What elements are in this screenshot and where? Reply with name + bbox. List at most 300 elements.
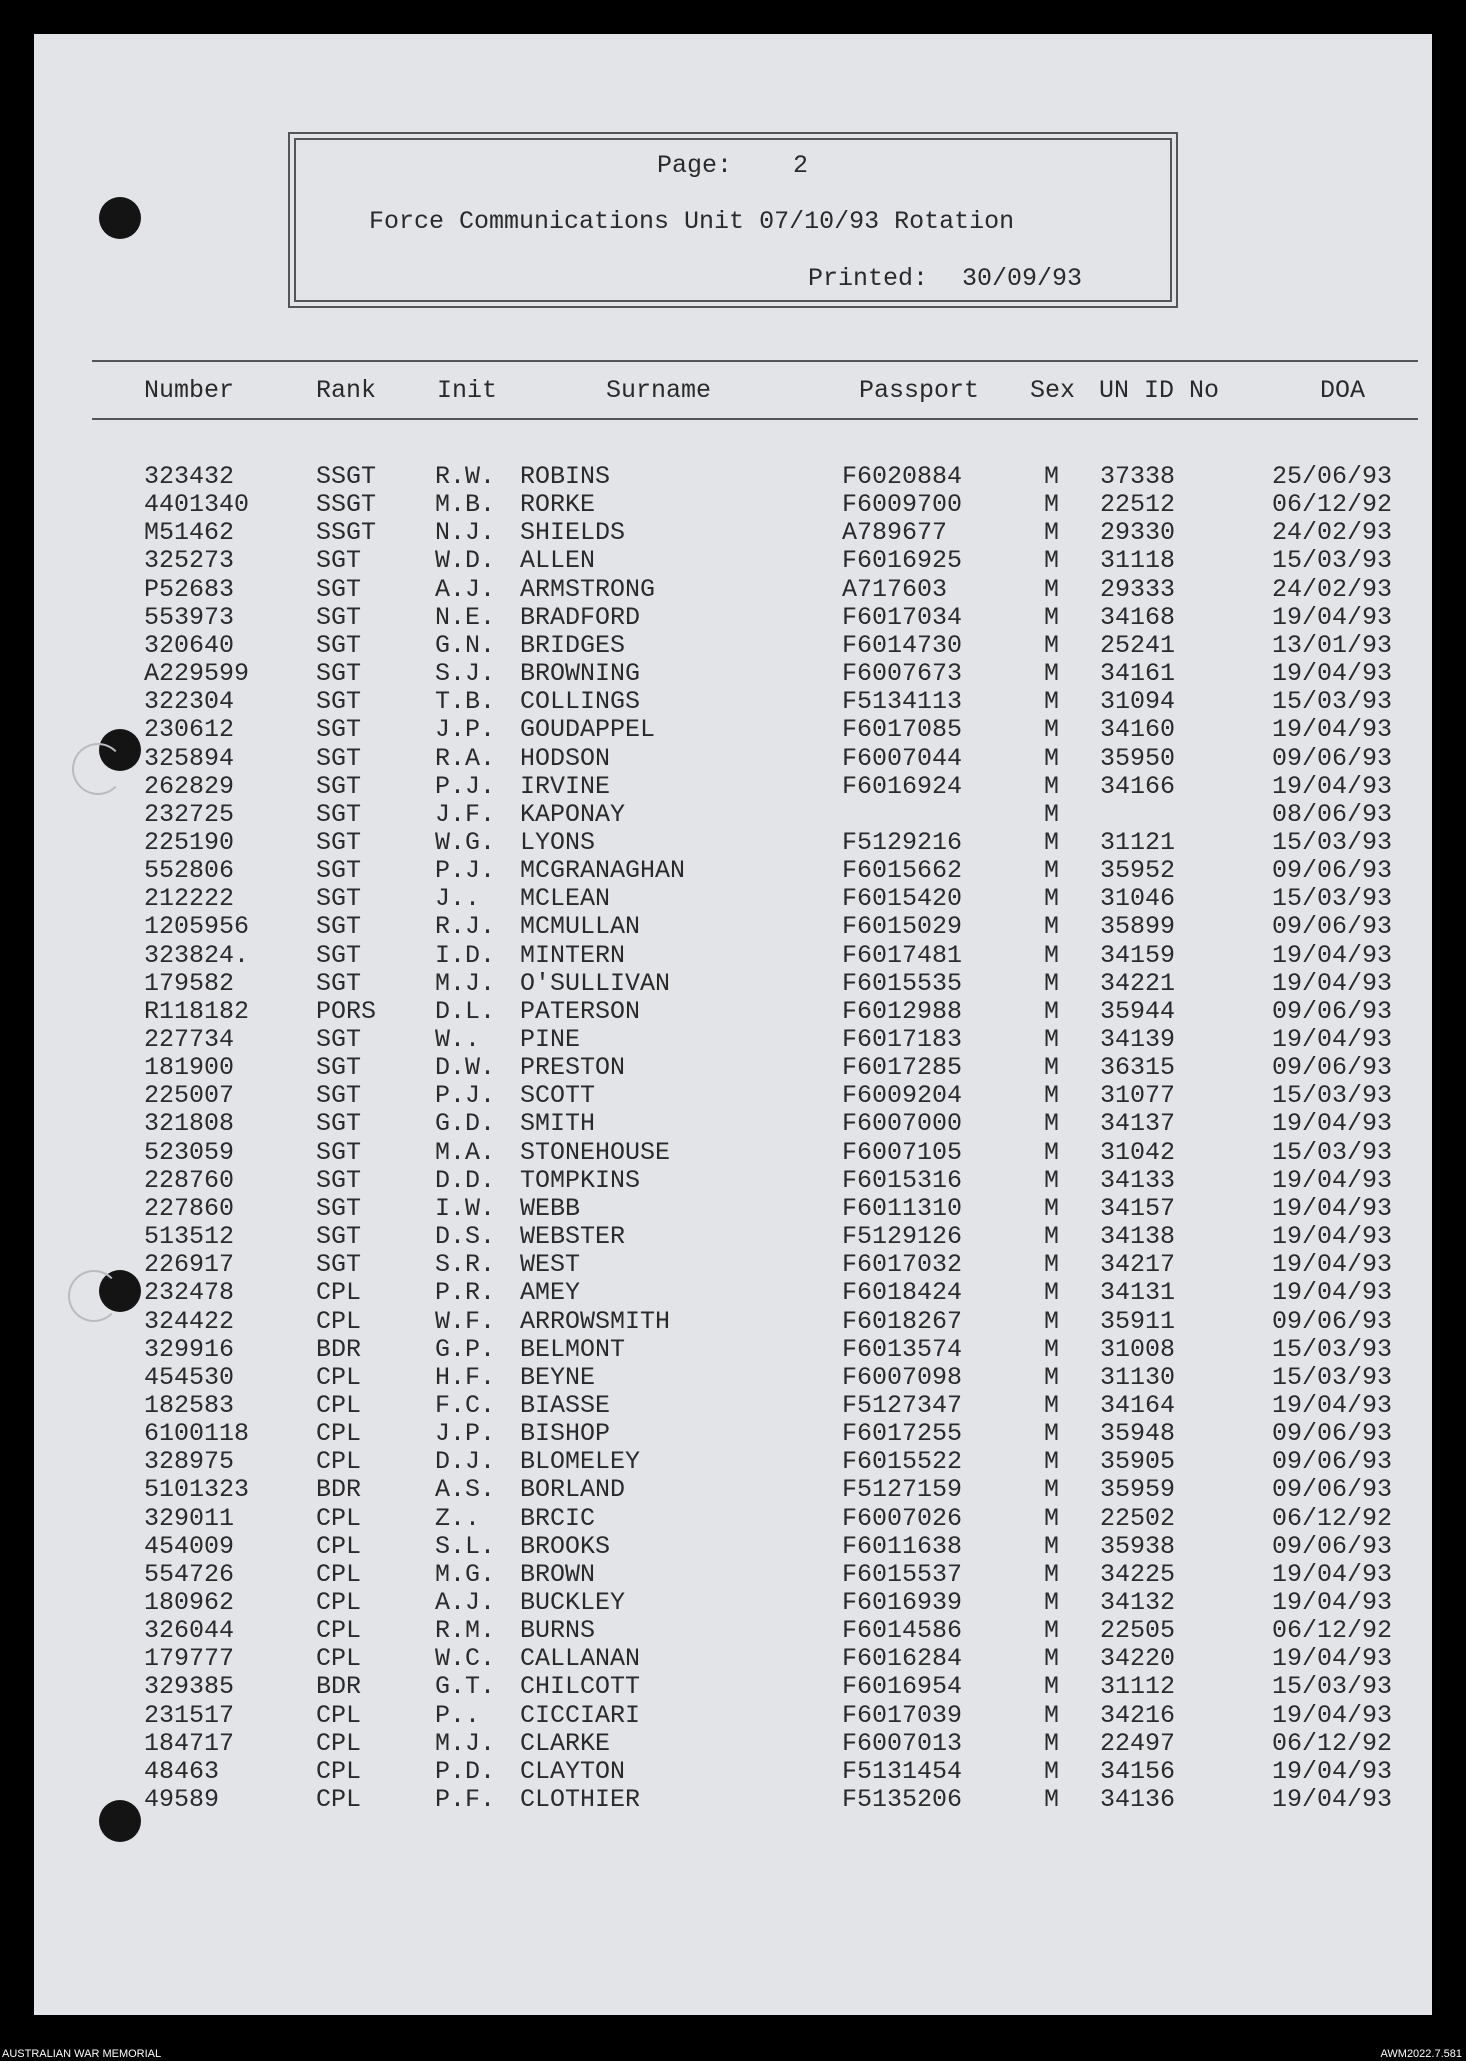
table-row <box>0 1166 1466 1194</box>
table-row <box>0 546 1466 574</box>
cell-passport: F6016939 <box>842 1588 963 1617</box>
cell-init: H.F. <box>435 1362 496 1392</box>
table-row <box>0 1644 1466 1672</box>
cell-surname: BROWN <box>520 1559 596 1589</box>
table-row <box>0 997 1466 1025</box>
cell-number: 5101323 <box>144 1475 250 1505</box>
table-row <box>0 715 1466 743</box>
cell-number: 329916 <box>144 1334 235 1364</box>
cell-passport: F6012988 <box>842 996 963 1026</box>
table-row <box>0 884 1466 912</box>
cell-surname: IRVINE <box>520 771 611 801</box>
cell-surname: MINTERN <box>520 940 626 970</box>
cell-init: P.R. <box>435 1278 496 1308</box>
page-number: 2 <box>793 151 809 180</box>
cell-number: 1205956 <box>144 912 250 942</box>
cell-doa: 09/06/93 <box>1272 1475 1393 1505</box>
cell-rank: CPL <box>316 1728 362 1758</box>
cell-sex: M <box>1044 771 1060 801</box>
cell-passport: F6015535 <box>842 968 963 998</box>
cell-un-id-no: 35959 <box>1100 1475 1176 1505</box>
cell-passport: F5129126 <box>842 1222 963 1252</box>
table-row <box>0 1532 1466 1560</box>
cell-sex: M <box>1044 1165 1060 1195</box>
cell-un-id-no: 22502 <box>1100 1503 1176 1533</box>
cell-surname: CLOTHIER <box>520 1785 641 1815</box>
cell-sex: M <box>1044 490 1060 520</box>
cell-passport: F6015316 <box>842 1165 963 1195</box>
cell-number: 552806 <box>144 856 235 886</box>
cell-surname: BIASSE <box>520 1390 611 1420</box>
table-row <box>0 518 1466 546</box>
cell-init: M.A. <box>435 1137 496 1167</box>
col-header-init: Init <box>437 376 498 405</box>
cell-passport: F6011638 <box>842 1531 963 1561</box>
cell-passport: F6017085 <box>842 715 963 745</box>
cell-init: J.P. <box>435 1419 496 1449</box>
cell-passport: F6016284 <box>842 1644 963 1674</box>
cell-number: 181900 <box>144 1053 235 1083</box>
cell-sex: M <box>1044 687 1060 717</box>
cell-un-id-no: 31094 <box>1100 687 1176 717</box>
cell-surname: TOMPKINS <box>520 1165 641 1195</box>
cell-passport: F6018267 <box>842 1306 963 1336</box>
cell-un-id-no: 34164 <box>1100 1390 1176 1420</box>
cell-number: 325894 <box>144 743 235 773</box>
cell-number: 523059 <box>144 1137 235 1167</box>
cell-number: 325273 <box>144 546 235 576</box>
cell-passport: F6009700 <box>842 490 963 520</box>
cell-surname: GOUDAPPEL <box>520 715 656 745</box>
cell-number: 227860 <box>144 1193 235 1223</box>
cell-rank: CPL <box>316 1447 362 1477</box>
cell-doa: 19/04/93 <box>1272 1756 1393 1786</box>
cell-sex: M <box>1044 1672 1060 1702</box>
cell-init: P.J. <box>435 856 496 886</box>
cell-doa: 19/04/93 <box>1272 1222 1393 1252</box>
cell-number: 227734 <box>144 1025 235 1054</box>
cell-sex: M <box>1044 1644 1060 1674</box>
table-row <box>0 1138 1466 1166</box>
cell-sex: M <box>1044 1362 1060 1392</box>
cell-surname: SHIELDS <box>520 518 626 548</box>
cell-sex: M <box>1044 827 1060 857</box>
cell-passport: F6015537 <box>842 1559 963 1589</box>
cell-init: P.J. <box>435 771 496 801</box>
cell-doa: 15/03/93 <box>1272 687 1393 717</box>
cell-rank: SGT <box>316 856 362 886</box>
cell-surname: BRCIC <box>520 1503 596 1533</box>
table-row <box>0 941 1466 969</box>
cell-passport: F6016924 <box>842 771 963 801</box>
table-row <box>0 828 1466 856</box>
cell-sex: M <box>1044 1756 1060 1786</box>
cell-surname: ROBINS <box>520 462 611 491</box>
table-row <box>0 1109 1466 1137</box>
cell-surname: WEBSTER <box>520 1222 626 1252</box>
cell-rank: SGT <box>316 771 362 801</box>
cell-sex: M <box>1044 518 1060 548</box>
cell-init: P.. <box>435 1700 481 1730</box>
cell-init: I.W. <box>435 1193 496 1223</box>
cell-rank: SGT <box>316 1193 362 1223</box>
table-row <box>0 1672 1466 1700</box>
cell-un-id-no: 25241 <box>1100 630 1176 660</box>
cell-surname: CHILCOTT <box>520 1672 641 1702</box>
col-header-rank: Rank <box>316 376 377 405</box>
table-row <box>0 1419 1466 1447</box>
cell-init: N.E. <box>435 602 496 632</box>
cell-un-id-no: 34225 <box>1100 1559 1176 1589</box>
cell-passport: A789677 <box>842 518 948 548</box>
cell-rank: SGT <box>316 602 362 632</box>
cell-surname: WEST <box>520 1250 581 1280</box>
cell-doa: 08/06/93 <box>1272 799 1393 829</box>
cell-doa: 19/04/93 <box>1272 659 1393 689</box>
cell-un-id-no: 29330 <box>1100 518 1176 548</box>
cell-init: D.S. <box>435 1222 496 1252</box>
cell-surname: WEBB <box>520 1193 581 1223</box>
table-row <box>0 1447 1466 1475</box>
cell-init: D.W. <box>435 1053 496 1083</box>
table-row <box>0 1194 1466 1222</box>
table-row <box>0 772 1466 800</box>
cell-init: P.D. <box>435 1756 496 1786</box>
cell-rank: CPL <box>316 1390 362 1420</box>
cell-rank: SGT <box>316 1137 362 1167</box>
cell-surname: AMEY <box>520 1278 581 1308</box>
cell-sex: M <box>1044 630 1060 660</box>
table-row <box>0 1363 1466 1391</box>
cell-doa: 13/01/93 <box>1272 630 1393 660</box>
cell-sex: M <box>1044 1588 1060 1617</box>
cell-un-id-no: 34136 <box>1100 1785 1176 1815</box>
cell-rank: SGT <box>316 968 362 998</box>
col-header-number: Number <box>144 376 235 405</box>
cell-un-id-no: 35948 <box>1100 1419 1176 1449</box>
cell-number: P52683 <box>144 574 235 604</box>
cell-doa: 09/06/93 <box>1272 1447 1393 1477</box>
cell-rank: SGT <box>316 687 362 717</box>
cell-number: R118182 <box>144 996 250 1026</box>
cell-rank: SGT <box>316 715 362 745</box>
table-row <box>0 1475 1466 1503</box>
cell-number: 329385 <box>144 1672 235 1702</box>
cell-rank: SGT <box>316 1053 362 1083</box>
cell-sex: M <box>1044 1222 1060 1252</box>
cell-init: R.J. <box>435 912 496 942</box>
cell-sex: M <box>1044 1728 1060 1758</box>
cell-sex: M <box>1044 1531 1060 1561</box>
cell-surname: CALLANAN <box>520 1644 641 1674</box>
cell-sex: M <box>1044 1137 1060 1167</box>
cell-rank: SGT <box>316 827 362 857</box>
cell-un-id-no: 22497 <box>1100 1728 1176 1758</box>
cell-passport: F6018424 <box>842 1278 963 1308</box>
cell-rank: CPL <box>316 1756 362 1786</box>
cell-number: 554726 <box>144 1559 235 1589</box>
col-header-surname: Surname <box>606 376 712 405</box>
table-row <box>0 744 1466 772</box>
cell-init: J.. <box>435 884 481 914</box>
cell-number: 180962 <box>144 1588 235 1617</box>
cell-sex: M <box>1044 743 1060 773</box>
cell-sex: M <box>1044 462 1060 491</box>
cell-doa: 09/06/93 <box>1272 1053 1393 1083</box>
footer-institution: AUSTRALIAN WAR MEMORIAL <box>2 2048 162 2060</box>
cell-rank: CPL <box>316 1588 362 1617</box>
cell-sex: M <box>1044 884 1060 914</box>
table-row <box>0 1757 1466 1785</box>
cell-doa: 25/06/93 <box>1272 462 1393 491</box>
cell-sex: M <box>1044 1559 1060 1589</box>
cell-passport: F6007026 <box>842 1503 963 1533</box>
cell-doa: 09/06/93 <box>1272 856 1393 886</box>
cell-rank: CPL <box>316 1785 362 1815</box>
cell-passport: F6020884 <box>842 462 963 491</box>
cell-number: 513512 <box>144 1222 235 1252</box>
cell-passport: F6015420 <box>842 884 963 914</box>
cell-passport: F6009204 <box>842 1081 963 1111</box>
cell-doa: 19/04/93 <box>1272 1559 1393 1589</box>
cell-surname: COLLINGS <box>520 687 641 717</box>
cell-sex: M <box>1044 1475 1060 1505</box>
cell-doa: 19/04/93 <box>1272 1700 1393 1730</box>
cell-passport: F6014586 <box>842 1616 963 1646</box>
cell-rank: CPL <box>316 1306 362 1336</box>
cell-doa: 19/04/93 <box>1272 968 1393 998</box>
cell-surname: PINE <box>520 1025 581 1054</box>
cell-doa: 09/06/93 <box>1272 1419 1393 1449</box>
cell-sex: M <box>1044 715 1060 745</box>
cell-passport: F5131454 <box>842 1756 963 1786</box>
cell-passport: F6015522 <box>842 1447 963 1477</box>
cell-un-id-no: 35938 <box>1100 1531 1176 1561</box>
cell-un-id-no: 34216 <box>1100 1700 1176 1730</box>
cell-doa: 19/04/93 <box>1272 1278 1393 1308</box>
table-row <box>0 575 1466 603</box>
cell-sex: M <box>1044 1193 1060 1223</box>
cell-init: A.J. <box>435 574 496 604</box>
table-row <box>0 1391 1466 1419</box>
cell-sex: M <box>1044 940 1060 970</box>
cell-number: 454530 <box>144 1362 235 1392</box>
cell-sex: M <box>1044 1419 1060 1449</box>
cell-surname: O'SULLIVAN <box>520 968 671 998</box>
cell-rank: SGT <box>316 1025 362 1054</box>
cell-sex: M <box>1044 659 1060 689</box>
cell-rank: SGT <box>316 743 362 773</box>
cell-surname: PATERSON <box>520 996 641 1026</box>
cell-init: S.L. <box>435 1531 496 1561</box>
cell-rank: CPL <box>316 1362 362 1392</box>
cell-init: M.G. <box>435 1559 496 1589</box>
cell-number: 184717 <box>144 1728 235 1758</box>
cell-doa: 24/02/93 <box>1272 518 1393 548</box>
table-row <box>0 1250 1466 1278</box>
cell-rank: CPL <box>316 1616 362 1646</box>
cell-surname: BROWNING <box>520 659 641 689</box>
table-row <box>0 1278 1466 1306</box>
cell-doa: 09/06/93 <box>1272 1306 1393 1336</box>
cell-init: D.D. <box>435 1165 496 1195</box>
cell-sex: M <box>1044 1109 1060 1139</box>
cell-passport: F6007673 <box>842 659 963 689</box>
cell-un-id-no: 35950 <box>1100 743 1176 773</box>
cell-doa: 19/04/93 <box>1272 1250 1393 1280</box>
cell-passport: F6007105 <box>842 1137 963 1167</box>
cell-sex: M <box>1044 1278 1060 1308</box>
cell-sex: M <box>1044 912 1060 942</box>
cell-passport: F6013574 <box>842 1334 963 1364</box>
document-title: Force Communications Unit 07/10/93 Rotation <box>369 207 1015 236</box>
cell-un-id-no: 34132 <box>1100 1588 1176 1617</box>
cell-rank: SGT <box>316 659 362 689</box>
cell-doa: 15/03/93 <box>1272 1137 1393 1167</box>
cell-init: Z.. <box>435 1503 481 1533</box>
cell-un-id-no: 34220 <box>1100 1644 1176 1674</box>
cell-passport: F6014730 <box>842 630 963 660</box>
table-row <box>0 1701 1466 1729</box>
cell-surname: SCOTT <box>520 1081 596 1111</box>
cell-sex: M <box>1044 1700 1060 1730</box>
col-header-un-id-no: UN ID No <box>1099 376 1220 405</box>
cell-init: D.J. <box>435 1447 496 1477</box>
cell-un-id-no: 31046 <box>1100 884 1176 914</box>
table-row <box>0 1560 1466 1588</box>
cell-doa: 19/04/93 <box>1272 1785 1393 1815</box>
cell-surname: KAPONAY <box>520 799 626 829</box>
cell-un-id-no: 22505 <box>1100 1616 1176 1646</box>
cell-number: 225007 <box>144 1081 235 1111</box>
cell-number: 553973 <box>144 602 235 632</box>
cell-un-id-no: 35911 <box>1100 1306 1176 1336</box>
cell-un-id-no: 34159 <box>1100 940 1176 970</box>
cell-number: 182583 <box>144 1390 235 1420</box>
cell-init: J.P. <box>435 715 496 745</box>
cell-number: 179582 <box>144 968 235 998</box>
cell-doa: 24/02/93 <box>1272 574 1393 604</box>
cell-doa: 15/03/93 <box>1272 1334 1393 1364</box>
cell-number: 226917 <box>144 1250 235 1280</box>
cell-surname: BEYNE <box>520 1362 596 1392</box>
cell-passport: F6015029 <box>842 912 963 942</box>
cell-surname: BUCKLEY <box>520 1588 626 1617</box>
cell-surname: ARMSTRONG <box>520 574 656 604</box>
cell-passport: F5127159 <box>842 1475 963 1505</box>
cell-doa: 19/04/93 <box>1272 1165 1393 1195</box>
col-header-passport: Passport <box>859 376 980 405</box>
cell-rank: SSGT <box>316 490 377 520</box>
cell-number: 323824. <box>144 940 250 970</box>
cell-doa: 15/03/93 <box>1272 827 1393 857</box>
cell-doa: 09/06/93 <box>1272 912 1393 942</box>
cell-number: 329011 <box>144 1503 235 1533</box>
cell-surname: BROOKS <box>520 1531 611 1561</box>
cell-rank: SGT <box>316 799 362 829</box>
cell-init: P.J. <box>435 1081 496 1111</box>
cell-number: 230612 <box>144 715 235 745</box>
cell-un-id-no: 34131 <box>1100 1278 1176 1308</box>
cell-doa: 19/04/93 <box>1272 1644 1393 1674</box>
table-top-rule <box>92 360 1418 362</box>
cell-surname: MCGRANAGHAN <box>520 856 686 886</box>
cell-init: P.F. <box>435 1785 496 1815</box>
cell-un-id-no: 34160 <box>1100 715 1176 745</box>
table-row <box>0 1053 1466 1081</box>
cell-un-id-no: 31008 <box>1100 1334 1176 1364</box>
cell-rank: PORS <box>316 996 377 1026</box>
cell-surname: MCLEAN <box>520 884 611 914</box>
cell-rank: SSGT <box>316 462 377 491</box>
cell-number: 321808 <box>144 1109 235 1139</box>
cell-un-id-no: 31077 <box>1100 1081 1176 1111</box>
table-row <box>0 659 1466 687</box>
cell-rank: SGT <box>316 1165 362 1195</box>
cell-doa: 19/04/93 <box>1272 715 1393 745</box>
cell-surname: BELMONT <box>520 1334 626 1364</box>
cell-surname: BISHOP <box>520 1419 611 1449</box>
cell-un-id-no: 34161 <box>1100 659 1176 689</box>
cell-number: 232478 <box>144 1278 235 1308</box>
cell-sex: M <box>1044 1447 1060 1477</box>
cell-doa: 15/03/93 <box>1272 884 1393 914</box>
table-row <box>0 687 1466 715</box>
cell-surname: PRESTON <box>520 1053 626 1083</box>
cell-passport: F6017285 <box>842 1053 963 1083</box>
cell-passport: F6015662 <box>842 856 963 886</box>
cell-un-id-no: 22512 <box>1100 490 1176 520</box>
cell-surname: BORLAND <box>520 1475 626 1505</box>
cell-rank: CPL <box>316 1531 362 1561</box>
cell-un-id-no: 34138 <box>1100 1222 1176 1252</box>
cell-sex: M <box>1044 1250 1060 1280</box>
cell-un-id-no: 31112 <box>1100 1672 1176 1702</box>
cell-un-id-no: 35899 <box>1100 912 1176 942</box>
cell-init: G.P. <box>435 1334 496 1364</box>
cell-number: 232725 <box>144 799 235 829</box>
cell-un-id-no: 29333 <box>1100 574 1176 604</box>
punch-hole <box>99 197 141 239</box>
table-row <box>0 1785 1466 1813</box>
cell-init: M.J. <box>435 968 496 998</box>
printed-label: Printed: <box>808 264 929 293</box>
cell-init: S.R. <box>435 1250 496 1280</box>
table-row <box>0 912 1466 940</box>
cell-doa: 19/04/93 <box>1272 1025 1393 1054</box>
cell-init: J.F. <box>435 799 496 829</box>
page-label: Page: <box>657 151 733 180</box>
printed-date: 30/09/93 <box>962 264 1083 293</box>
cell-sex: M <box>1044 574 1060 604</box>
cell-rank: BDR <box>316 1475 362 1505</box>
cell-doa: 19/04/93 <box>1272 1193 1393 1223</box>
cell-sex: M <box>1044 799 1060 829</box>
cell-number: A229599 <box>144 659 250 689</box>
cell-number: 179777 <box>144 1644 235 1674</box>
table-row <box>0 1307 1466 1335</box>
cell-doa: 09/06/93 <box>1272 1531 1393 1561</box>
cell-surname: CLARKE <box>520 1728 611 1758</box>
cell-init: W.C. <box>435 1644 496 1674</box>
cell-number: 320640 <box>144 630 235 660</box>
cell-un-id-no: 37338 <box>1100 462 1176 491</box>
cell-init: F.C. <box>435 1390 496 1420</box>
cell-surname: CLAYTON <box>520 1756 626 1786</box>
cell-rank: SGT <box>316 574 362 604</box>
cell-number: 212222 <box>144 884 235 914</box>
table-row <box>0 1504 1466 1532</box>
